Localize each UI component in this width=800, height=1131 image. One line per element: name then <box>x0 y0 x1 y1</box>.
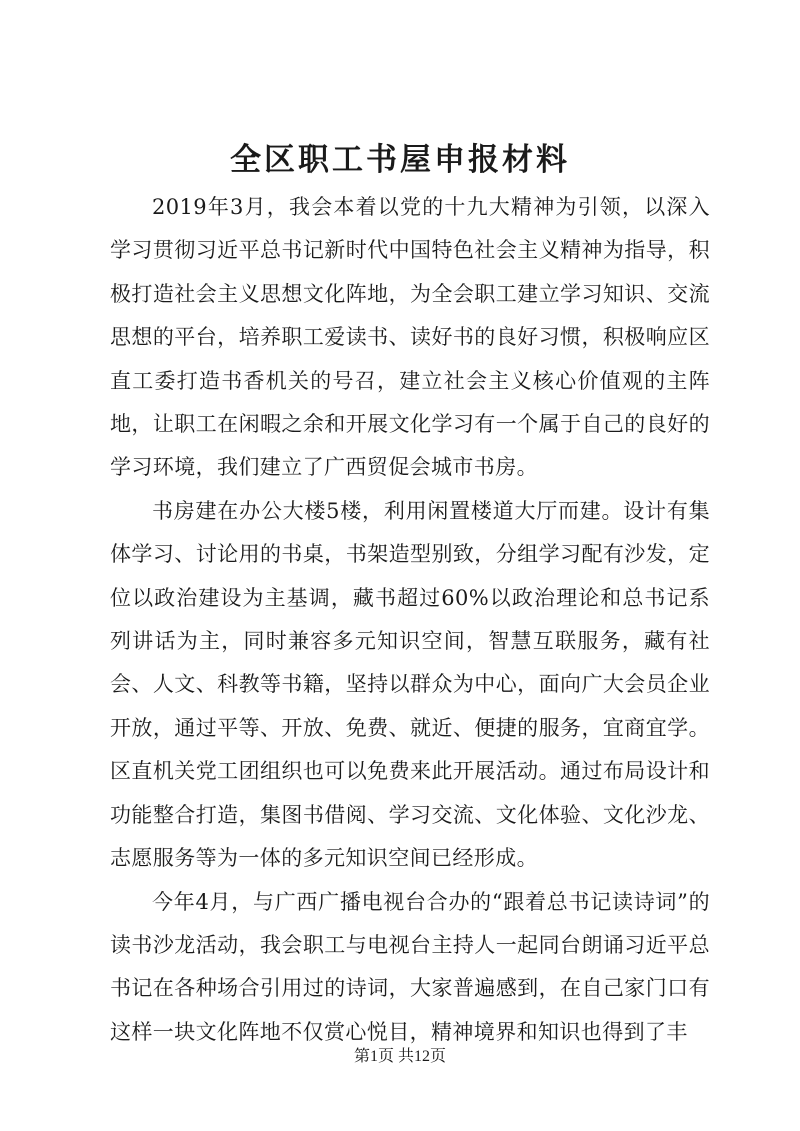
document-title: 全区职工书屋申报材料 <box>230 142 570 178</box>
paragraph-3: 今年4月，与广西广播电视台合办的“跟着总书记读诗词”的读书沙龙活动，我会职工与电视台主持人一起同台朗诵习近平总书记在各种场合引用过的诗词，大家普遍感到，在自己家门口有这样一块文化阵地不仅赏心悦目，精神境界和知识也得到了丰 <box>110 889 710 1044</box>
page-footer: 第1页 共12页 <box>353 1048 446 1065</box>
document-body <box>110 186 710 1054</box>
paragraph-1: 2019年3月，我会本着以党的十九大精神为引领，以深入学习贯彻习近平总书记新时代中国特色社会主义精神为指导，积极打造社会主义思想文化阵地，为全会职工建立学习知识、交流思想的平台，培养职工爱读书、读好书的良好习惯，积极响应区直工委打造书香机关的号召，建立社会主义核心价值观的主阵地，让职工在闲暇之余和开展文化学习有一个属于自己的良好的学习环境，我们建立了广西贸促会城市书房。 <box>110 195 710 480</box>
paragraph-2: 书房建在办公大楼5楼，利用闲置楼道大厅而建。设计有集体学习、讨论用的书桌，书架造型别致，分组学习配有沙发，定位以政治建设为主基调，藏书超过60%以政治理论和总书记系列讲话为主，同时兼容多元知识空间，智慧互联服务，藏有社会、人文、科教等书籍，坚持以群众为中心，面向广大会员企业开放，通过平等、开放、免费、就近、便捷的服务，宜商宜学。区直机关党工团组织也可以免费来此开展活动。通过布局设计和功能整合打造，集图书借阅、学习交流、文化体验、文化沙龙、志愿服务等为一体的多元知识空间已经形成。 <box>110 498 710 871</box>
